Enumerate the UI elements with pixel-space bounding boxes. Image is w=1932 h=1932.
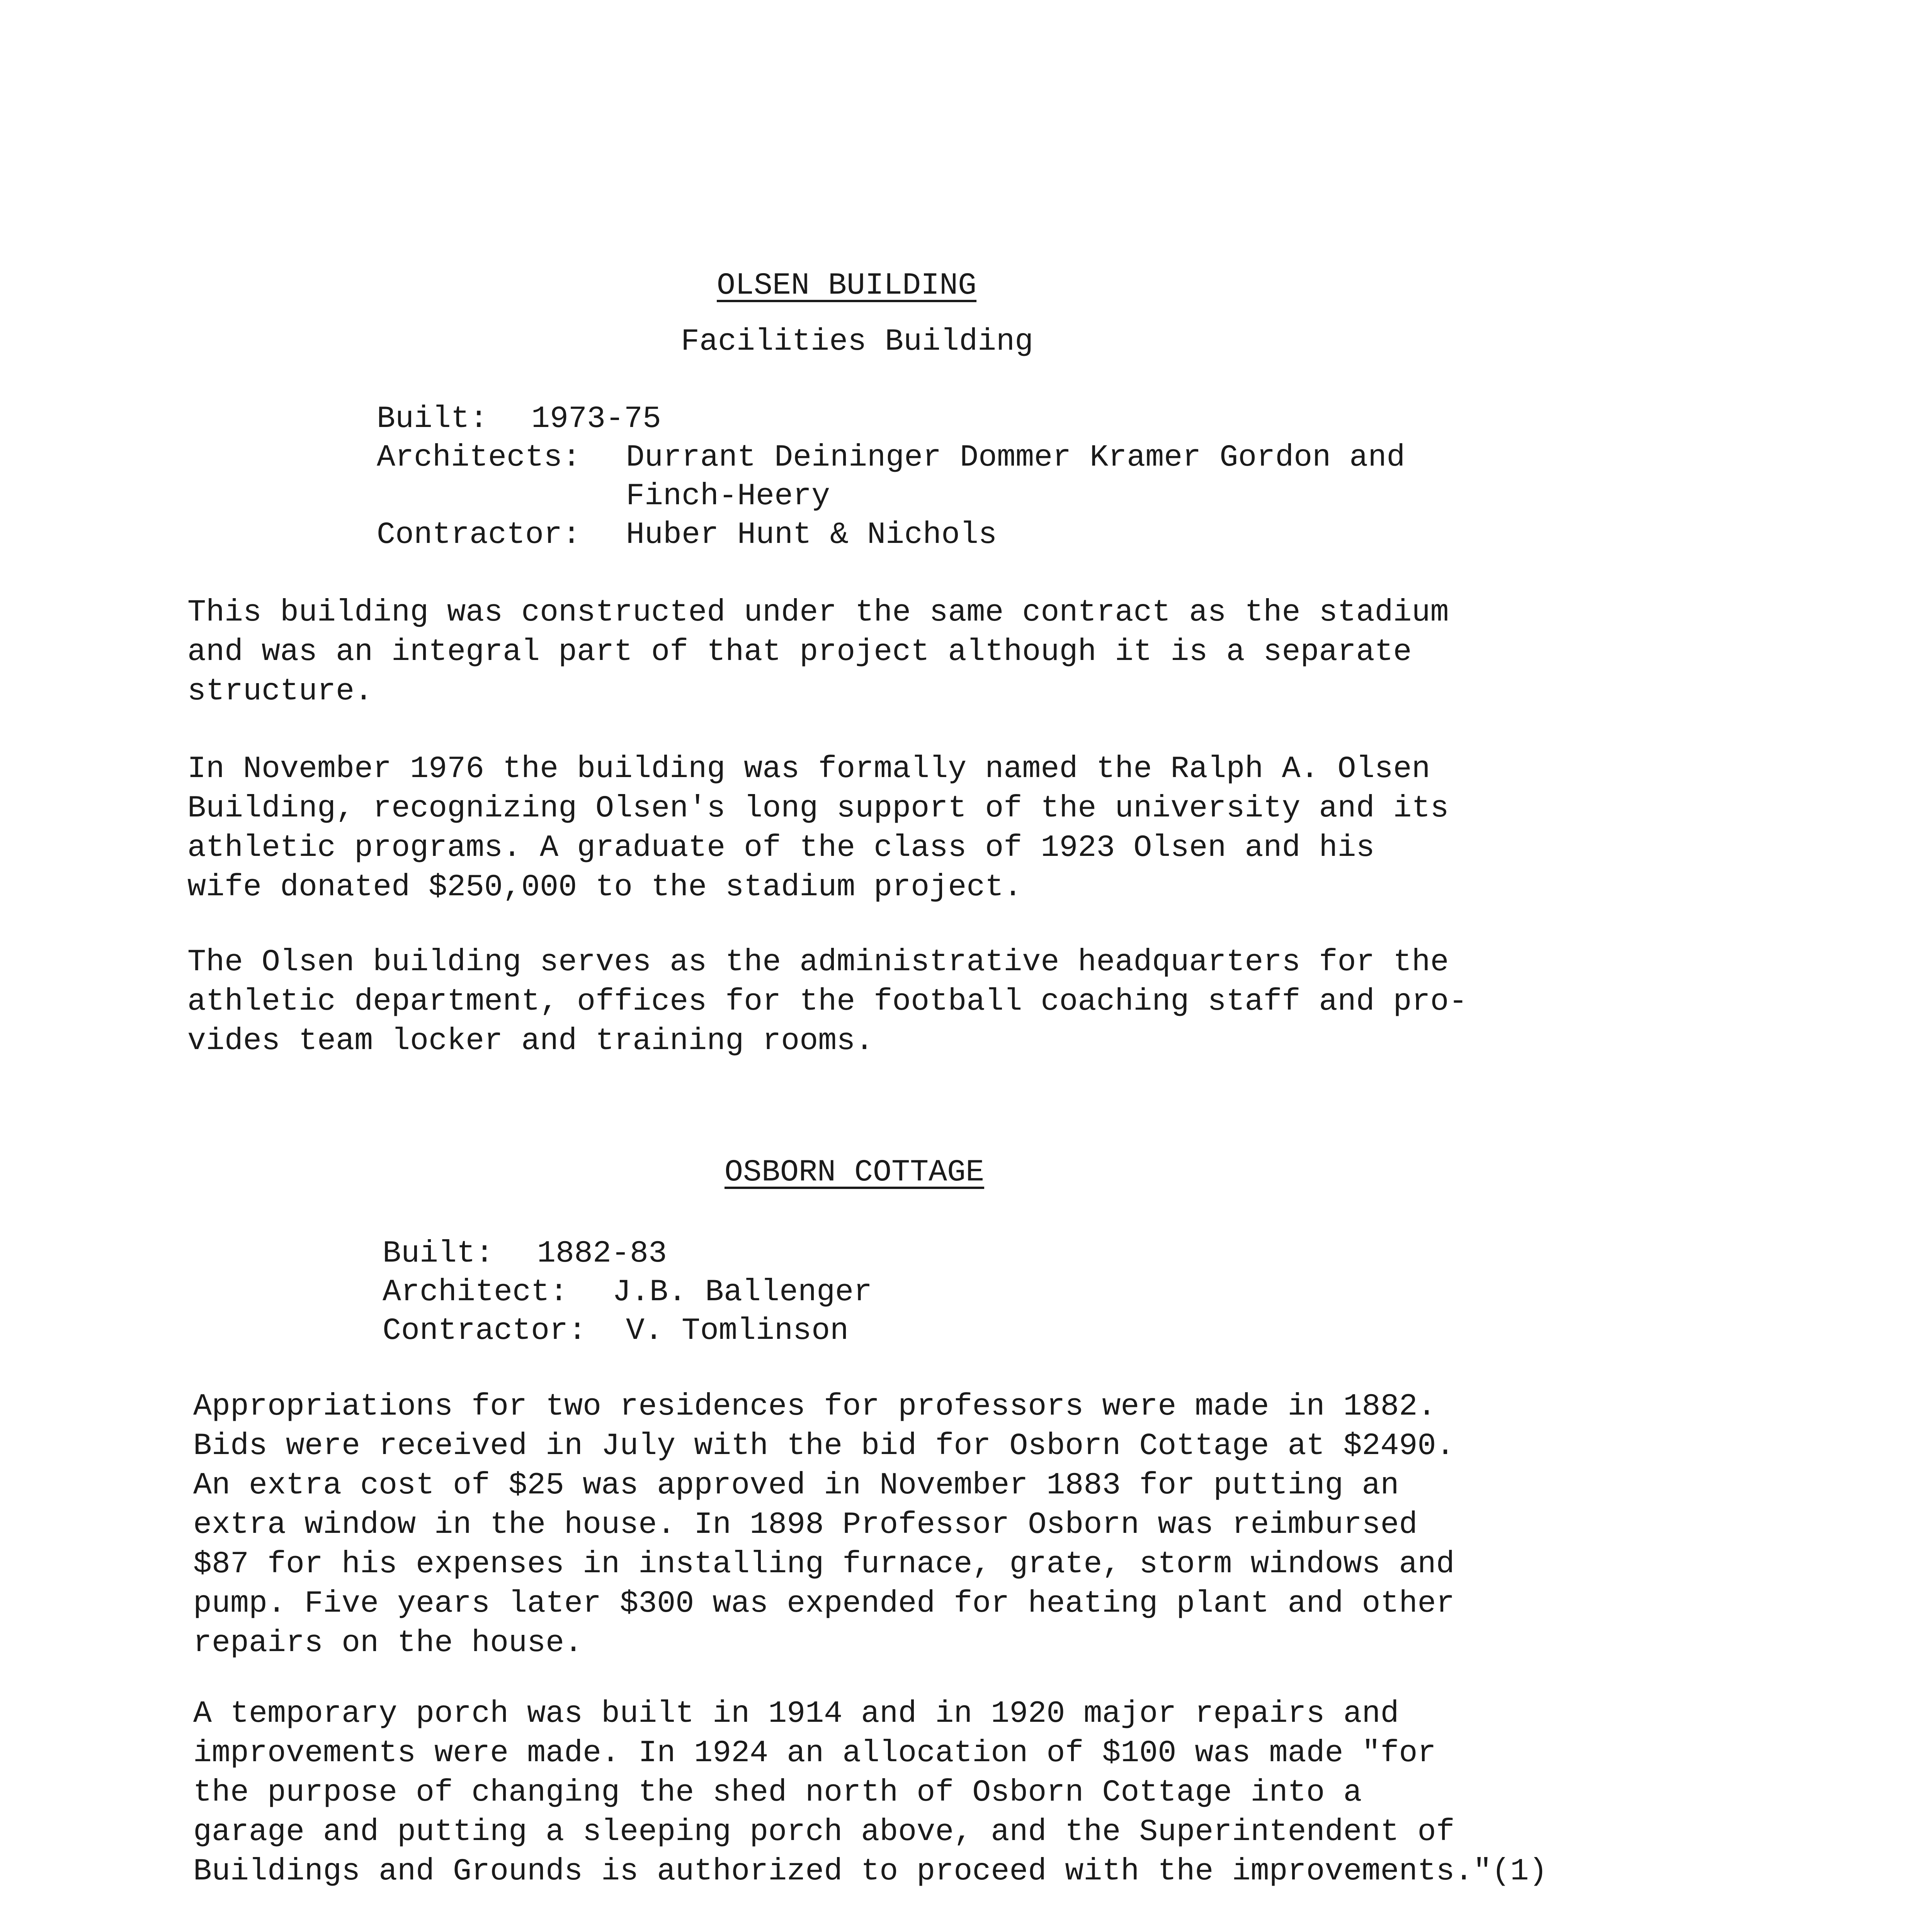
olsen-architects-value-line-2: Finch-Heery	[626, 479, 830, 514]
olsen-paragraph-3: The Olsen building serves as the administrative headquarters for the athletic department, offices for the football coaching staff and pro- vides team locker and training rooms.	[187, 945, 1468, 1059]
olsen-built-label: Built:	[377, 401, 488, 437]
osborn-built-label: Built:	[383, 1236, 494, 1271]
olsen-contractor-label: Contractor:	[377, 517, 581, 553]
osborn-cottage-title: OSBORN COTTAGE	[724, 1155, 985, 1190]
osborn-architect-label: Architect:	[383, 1275, 568, 1310]
olsen-contractor-value: Huber Hunt & Nichols	[626, 517, 997, 553]
osborn-paragraph-2: A temporary porch was built in 1914 and in 1920 major repairs and improvements were made. In 1924 an allocation of $100 was made "for the purpose of changing the shed north of Osborn Cottage into a garage and putting a sleeping porch above, and the Superintendent of Buildings and Grounds is authorized to proceed with the improvements."(1)	[193, 1696, 1548, 1889]
osborn-built-value: 1882-83	[537, 1236, 667, 1271]
olsen-paragraph-1: This building was constructed under the same contract as the stadium and was an integral part of that project although it is a separate structure.	[187, 595, 1449, 709]
olsen-paragraph-2: In November 1976 the building was formally named the Ralph A. Olsen Building, recognizing Olsen's long support of the university and its athletic programs. A graduate of the class of 1923 Olsen and his wife donated $250,000 to the stadium project.	[187, 752, 1449, 905]
osborn-contractor-value: V. Tomlinson	[626, 1313, 849, 1349]
osborn-paragraph-1: Appropriations for two residences for professors were made in 1882. Bids were received in July with the bid for Osborn Cottage at $2490. An extra cost of $25 was approved in November 1883 for putting an extra window in the house. In 1898 Professor Osborn was reimbursed $87 for his expenses in installing furnace, grate, storm windows and pump. Five years later $300 was expended for heating plant and other repairs on the house.	[193, 1389, 1455, 1661]
olsen-built-value: 1973-75	[531, 401, 662, 437]
osborn-architect-value: J.B. Ballenger	[612, 1275, 872, 1310]
osborn-contractor-label: Contractor:	[383, 1313, 587, 1349]
olsen-architects-value-line-1: Durrant Deininger Dommer Kramer Gordon and	[626, 440, 1405, 475]
olsen-building-subtitle: Facilities Building	[681, 324, 1034, 359]
olsen-building-title: OLSEN BUILDING	[717, 268, 977, 303]
olsen-architects-label: Architects:	[377, 440, 581, 475]
